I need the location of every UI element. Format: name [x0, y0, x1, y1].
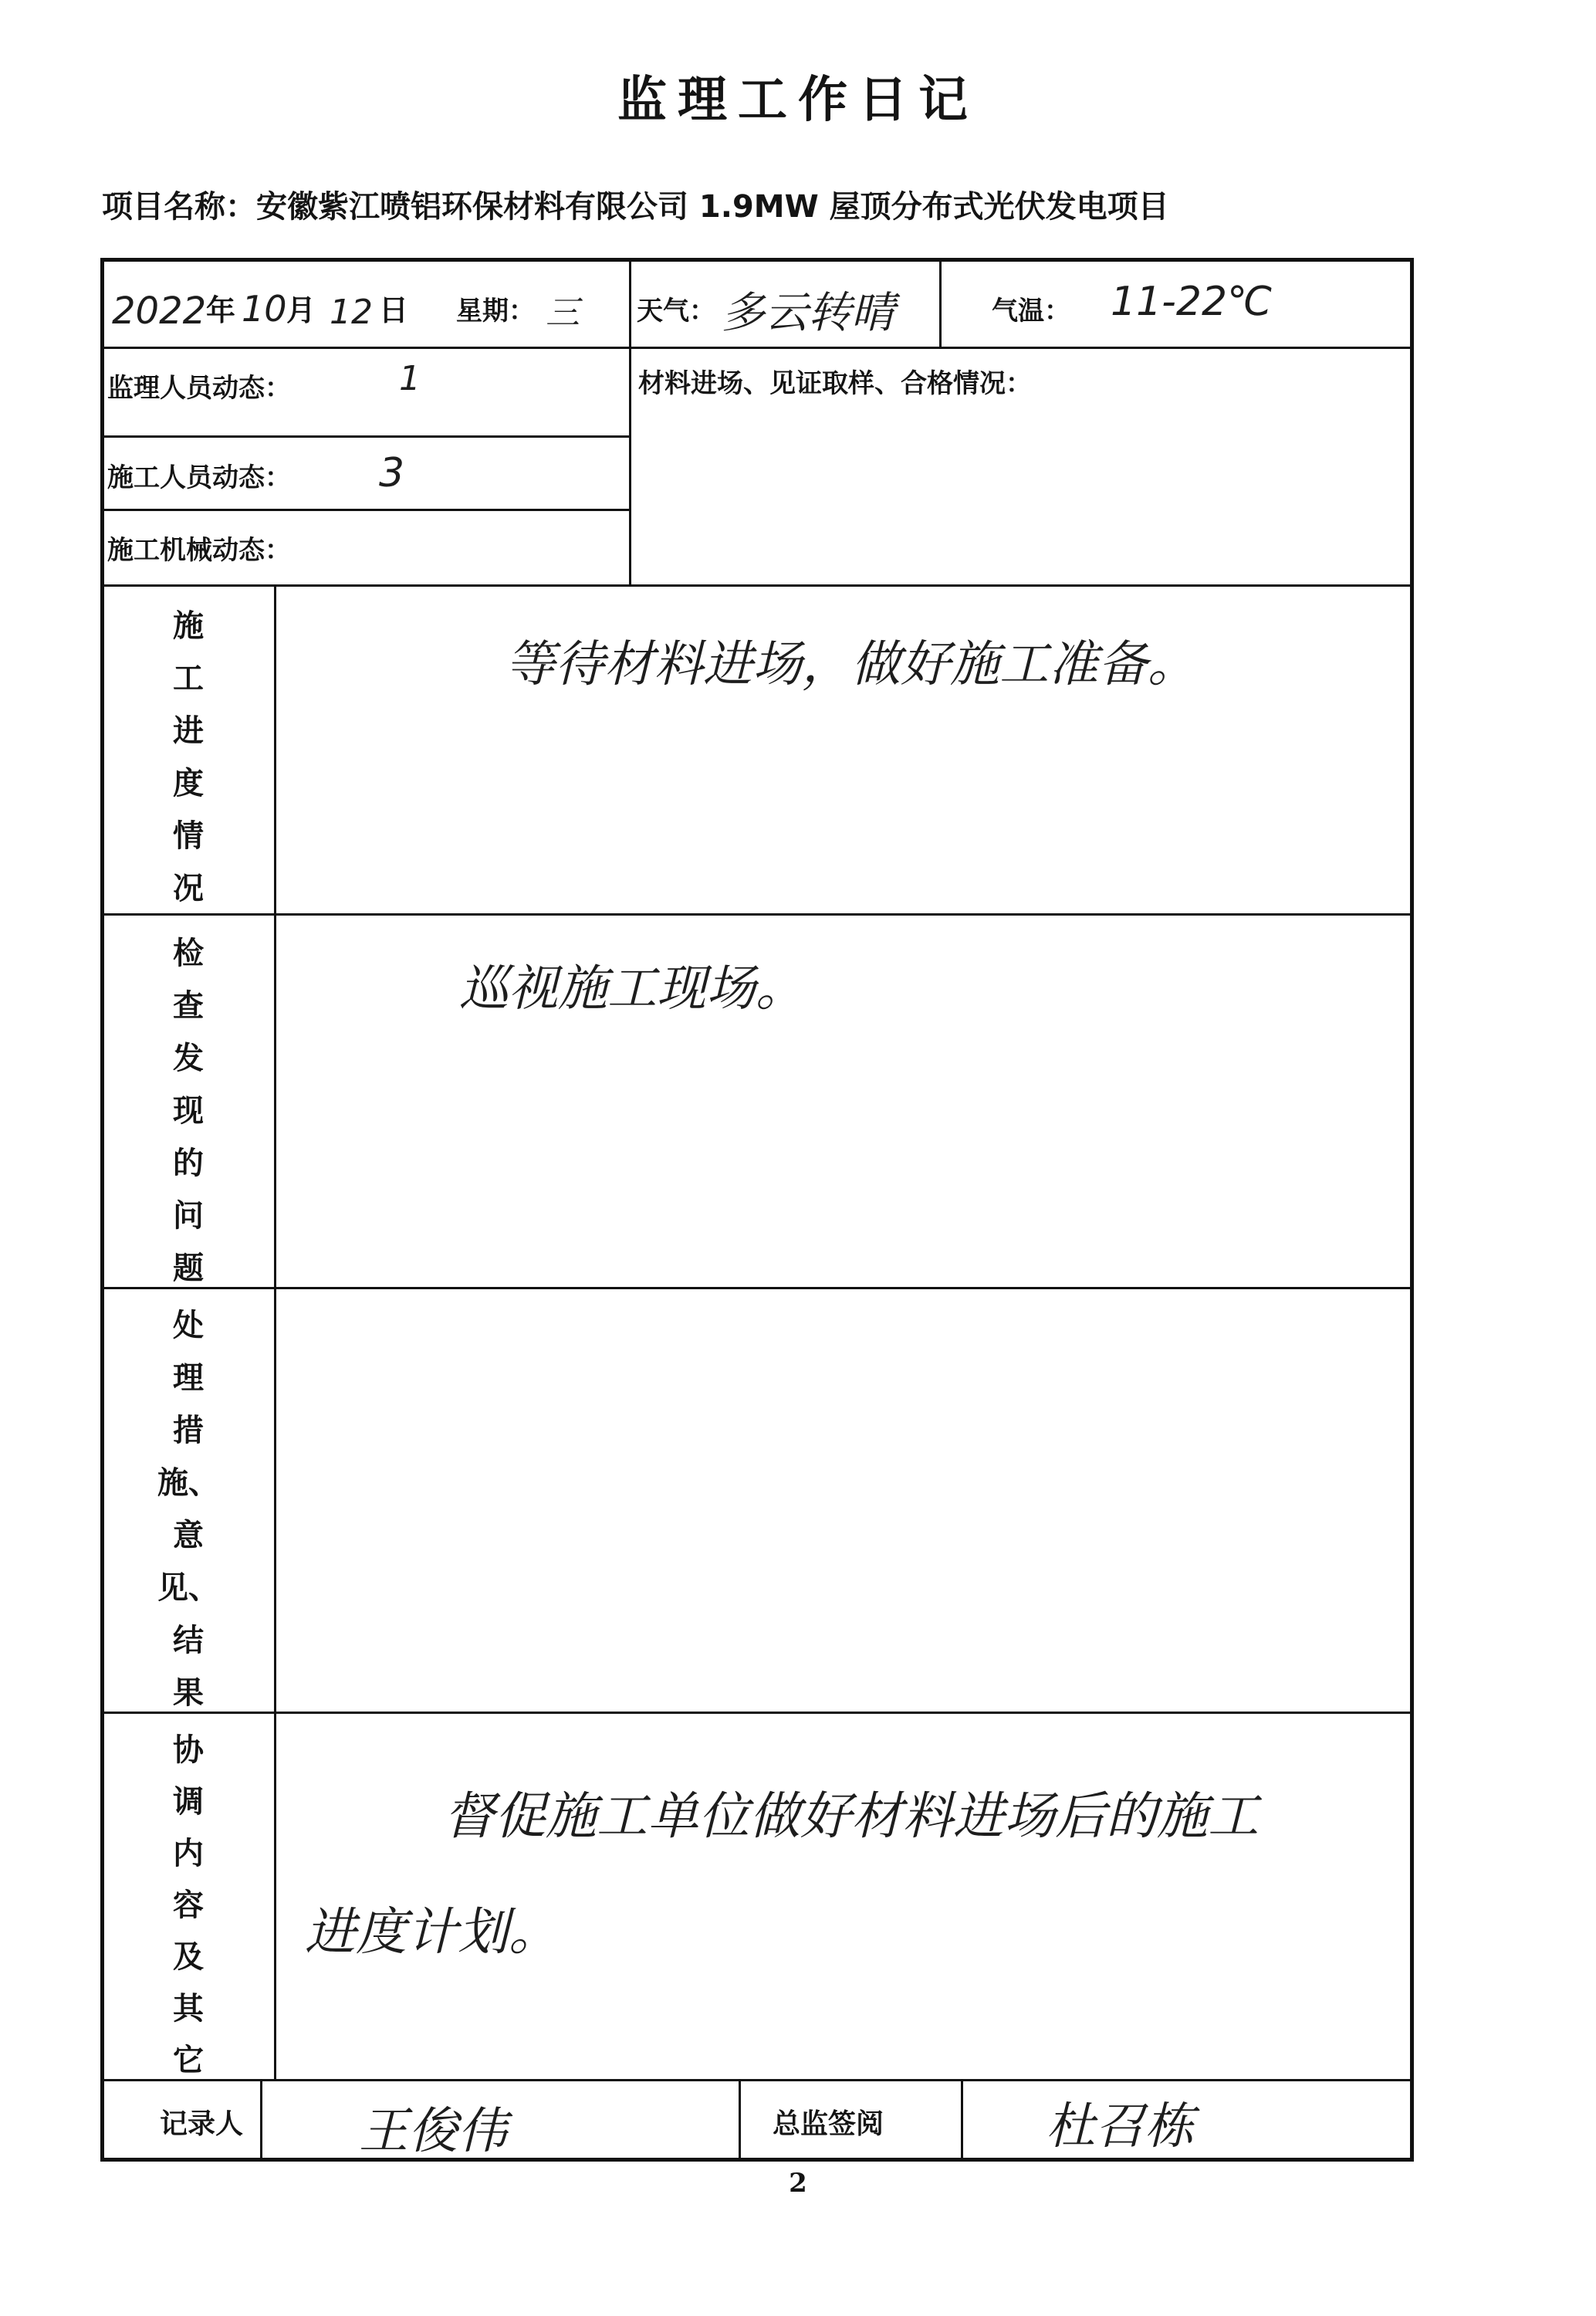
- date-month-label: 月: [286, 293, 316, 327]
- weekday-value: 三: [546, 293, 580, 333]
- supervisor-count: 1: [399, 359, 421, 398]
- worker-label: 施工人员动态：: [107, 462, 291, 493]
- diary-form: [100, 258, 1414, 2162]
- col-divider: [939, 262, 942, 348]
- recorder-label: 记录人: [160, 2108, 244, 2140]
- coordination-section-label: 协 调 内 容 及 其 它: [173, 1732, 204, 2078]
- page-number: 2: [789, 2168, 807, 2199]
- col-divider: [274, 584, 276, 2081]
- progress-section-label: 施 工 进 度 情 况: [173, 608, 204, 906]
- row-divider: [104, 1712, 1410, 1714]
- measures-section-label: 处 理 措 施、 意 见、 结 果: [157, 1307, 219, 1711]
- materials-label: 材料进场、见证取样、合格情况：: [638, 368, 1032, 399]
- temperature-label: 气温：: [992, 296, 1070, 327]
- row-divider: [104, 584, 1410, 587]
- col-divider: [739, 2079, 741, 2159]
- row-divider: [104, 913, 1410, 916]
- row-divider: [104, 2079, 1410, 2081]
- chief-signature: 杜召栋: [1046, 2098, 1194, 2155]
- weather-label: 天气：: [637, 296, 715, 327]
- col-divider: [260, 2079, 262, 2159]
- row-divider: [104, 1287, 1410, 1289]
- worker-count: 3: [379, 450, 405, 496]
- row-divider: [104, 435, 629, 438]
- chief-review-label: 总监签阅: [773, 2108, 884, 2140]
- date-year-label: 年: [206, 293, 236, 327]
- page-title: 监理工作日记: [617, 71, 979, 129]
- col-divider: [629, 262, 631, 586]
- problems-content: 巡视施工现场。: [459, 960, 805, 1017]
- coordination-content-line2: 进度计划。: [305, 1902, 560, 1962]
- row-divider: [104, 347, 1410, 349]
- recorder-signature: 王俊伟: [359, 2103, 507, 2160]
- machine-label: 施工机械动态：: [107, 535, 291, 566]
- weather-value: 多云转晴: [722, 288, 894, 338]
- temperature-value: 11-22℃: [1111, 279, 1273, 325]
- weekday-label: 星期：: [456, 296, 535, 327]
- problems-section-label: 检 查 发 现 的 问 题: [173, 935, 204, 1286]
- supervisor-label: 监理人员动态：: [107, 373, 291, 404]
- coordination-content-line1: 督促施工单位做好材料进场后的施工: [444, 1786, 1259, 1846]
- project-name: 项目名称：安徽紫江喷铝环保材料有限公司 1.9MW 屋顶分布式光伏发电项目: [102, 189, 1169, 225]
- progress-content: 等待材料进场，做好施工准备。: [506, 636, 1197, 693]
- date-month-value: 10: [242, 288, 287, 330]
- col-divider: [961, 2079, 963, 2159]
- date-day-value: 12: [330, 293, 373, 332]
- date-day-label: 日: [379, 293, 409, 327]
- row-divider: [104, 509, 629, 511]
- date-year-value: 2022: [112, 290, 207, 333]
